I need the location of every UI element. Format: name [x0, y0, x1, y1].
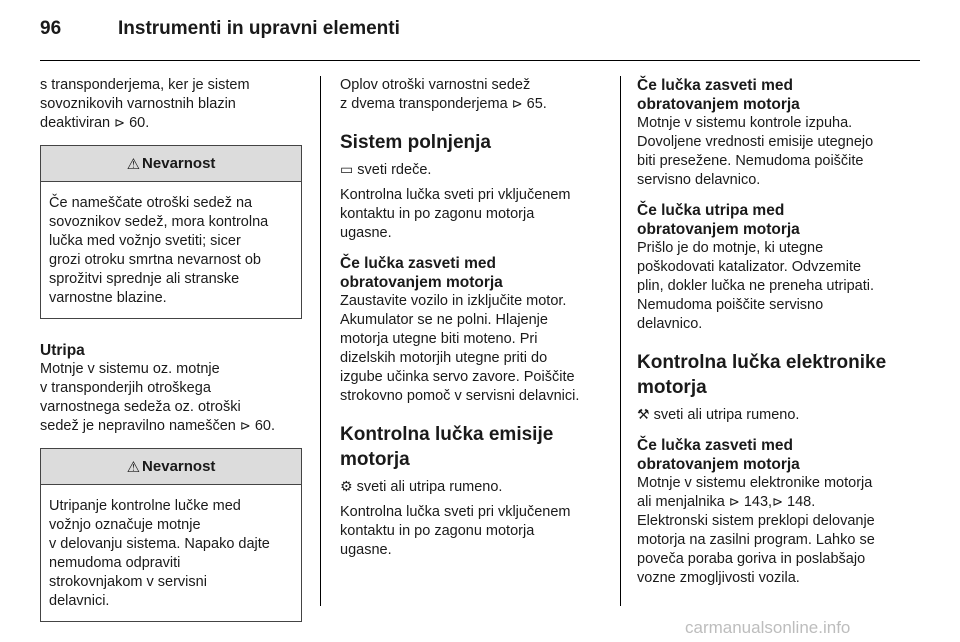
sub-heading: Če lučka zasveti med	[637, 437, 793, 454]
warning-line: strokovnjakom v servisni	[49, 574, 207, 590]
warning-line: varnostne blazine.	[49, 290, 167, 306]
body-line: motorja na zasilni program. Lahko se	[637, 532, 875, 548]
column-2	[340, 76, 605, 560]
page-title: Instrumenti in upravni elementi	[118, 18, 400, 39]
warning-line: vožnjo označuje motnje	[49, 517, 201, 533]
body-line: biti presežene. Nemudoma poiščite	[637, 153, 864, 169]
intro-line: sovoznikovih varnostnih blazin	[40, 96, 236, 112]
section-heading-electronics: motorja	[637, 377, 707, 398]
body-line: ugasne.	[340, 542, 392, 558]
warning-line: sovoznikov sedež, mora kontrolna	[49, 214, 269, 230]
page-ref-link[interactable]: 60.	[129, 115, 150, 131]
wrench-icon: ⚒	[637, 407, 650, 423]
page-ref-icon: ⊳	[772, 495, 783, 510]
body-line: poškodovati katalizator. Odvzemite	[637, 259, 862, 275]
section-heading-charging: Sistem polnjenja	[340, 132, 491, 153]
warning-line: delavnici.	[49, 593, 110, 609]
body-line: v transponderjih otroškega	[40, 380, 211, 396]
warning-header	[41, 146, 301, 182]
page-ref-link[interactable]: 148.	[787, 494, 816, 510]
body-line: Dovoljene vrednosti emisije utegnejo	[637, 134, 874, 150]
sub-heading: Če lučka zasveti med	[340, 255, 496, 272]
page-number: 96	[40, 18, 62, 39]
section-heading-emission: motorja	[340, 449, 410, 470]
sub-heading: Če lučka zasveti med	[637, 77, 793, 94]
body-line: servisno delavnico.	[637, 172, 761, 188]
page-ref-icon: ⊳	[511, 97, 523, 112]
sub-heading: Če lučka utripa med	[637, 202, 785, 219]
section-heading-emission: Kontrolna lučka emisije	[340, 424, 554, 445]
page-ref-link[interactable]: 143,	[743, 494, 773, 510]
body-line: sedež je nepravilno nameščen ⊳ 60.	[40, 418, 276, 434]
body-line: dizelskih motorjih utegne priti do	[340, 350, 548, 366]
warning-box	[40, 145, 302, 319]
status-line: ⚒ sveti ali utripa rumeno.	[637, 407, 800, 423]
body-line: strokovno pomoč v servisni delavnici.	[340, 388, 580, 404]
intro-line: s transponderjema, ker je sistem	[40, 77, 250, 93]
warning-line: v delovanju sistema. Napako dajte	[49, 536, 270, 552]
section-heading-electronics: Kontrolna lučka elektronike	[637, 352, 887, 373]
warning-line: Če nameščate otroški sedež na	[49, 195, 253, 211]
column-divider-1	[320, 76, 321, 606]
page-header	[40, 18, 920, 48]
warning-line: lučka med vožnjo svetiti; sicer	[49, 233, 241, 249]
column-1	[40, 76, 302, 622]
warning-header	[41, 449, 301, 485]
warning-body	[41, 182, 301, 318]
body-line: Motnje v sistemu elektronike motorja	[637, 475, 873, 491]
sub-heading: obratovanjem motorja	[637, 456, 800, 473]
sub-heading: obratovanjem motorja	[637, 96, 800, 113]
body-line: Kontrolna lučka sveti pri vključenem	[340, 504, 571, 520]
page-ref-icon: ⊳	[239, 419, 251, 434]
warning-line: nemudoma odpraviti	[49, 555, 181, 571]
header-divider	[40, 60, 920, 61]
body-line: Kontrolna lučka sveti pri vključenem	[340, 187, 571, 203]
body-line: vozne zmogljivosti vozila.	[637, 570, 800, 586]
page-ref-link[interactable]: 60.	[254, 418, 276, 434]
warning-title: Nevarnost	[142, 155, 216, 172]
body-line: varnostnega sedeža oz. otroški	[40, 399, 241, 415]
body-line: delavnico.	[637, 316, 703, 332]
body-line: motorja utegne biti moteno. Pri	[340, 331, 538, 347]
intro-line: Oplov otroški varnostni sedež	[340, 77, 531, 93]
intro-line: z dvema transponderjema ⊳ 65.	[340, 96, 547, 112]
sub-heading: obratovanjem motorja	[637, 221, 800, 238]
body-line: Zaustavite vozilo in izključite motor.	[340, 293, 567, 309]
body-line: Elektronski sistem preklopi delovanje	[637, 513, 875, 529]
section-heading-utripa: Utripa	[40, 342, 85, 359]
engine-icon: ⚙	[340, 479, 353, 495]
body-line: Motnje v sistemu kontrole izpuha.	[637, 115, 853, 131]
watermark: carmanualsonline.info	[685, 618, 851, 637]
page-ref-icon: ⊳	[728, 495, 740, 510]
column-3	[637, 76, 917, 588]
intro-line: deaktiviran ⊳ 60.	[40, 115, 150, 131]
page-ref-icon: ⊳	[114, 116, 126, 131]
body-line: Nemudoma poiščite servisno	[637, 297, 824, 313]
body-line: poveča poraba goriva in poslabšajo	[637, 551, 866, 567]
page-ref-link[interactable]: 65.	[526, 96, 547, 112]
body-line: kontaktu in po zagonu motorja	[340, 206, 535, 222]
battery-icon: ▭	[340, 162, 354, 178]
body-line: Akumulator se ne polni. Hlajenje	[340, 312, 548, 328]
warning-triangle-icon: ⚠	[126, 154, 141, 173]
body-line: ali menjalnika ⊳ 143,⊳ 148.	[637, 494, 816, 510]
column-divider-2	[620, 76, 621, 606]
warning-triangle-icon: ⚠	[126, 457, 141, 476]
body-line: ugasne.	[340, 225, 392, 241]
body-line: Prišlo je do motnje, ki utegne	[637, 240, 824, 256]
warning-title: Nevarnost	[142, 458, 216, 475]
status-line: ▭ sveti rdeče.	[340, 162, 432, 178]
body-line: kontaktu in po zagonu motorja	[340, 523, 535, 539]
warning-line: sprožitvi sprednje ali stranske	[49, 271, 240, 287]
warning-line: grozi otroku smrtna nevarnost ob	[49, 252, 261, 268]
body-line: Motnje v sistemu oz. motnje	[40, 361, 220, 377]
body-line: izgube učinka servo zavore. Poiščite	[340, 369, 575, 385]
warning-body	[41, 485, 301, 621]
sub-heading: obratovanjem motorja	[340, 274, 503, 291]
warning-box	[40, 448, 302, 622]
warning-line: Utripanje kontrolne lučke med	[49, 498, 241, 514]
body-line: plin, dokler lučka ne preneha utripati.	[637, 278, 874, 294]
status-line: ⚙ sveti ali utripa rumeno.	[340, 479, 503, 495]
